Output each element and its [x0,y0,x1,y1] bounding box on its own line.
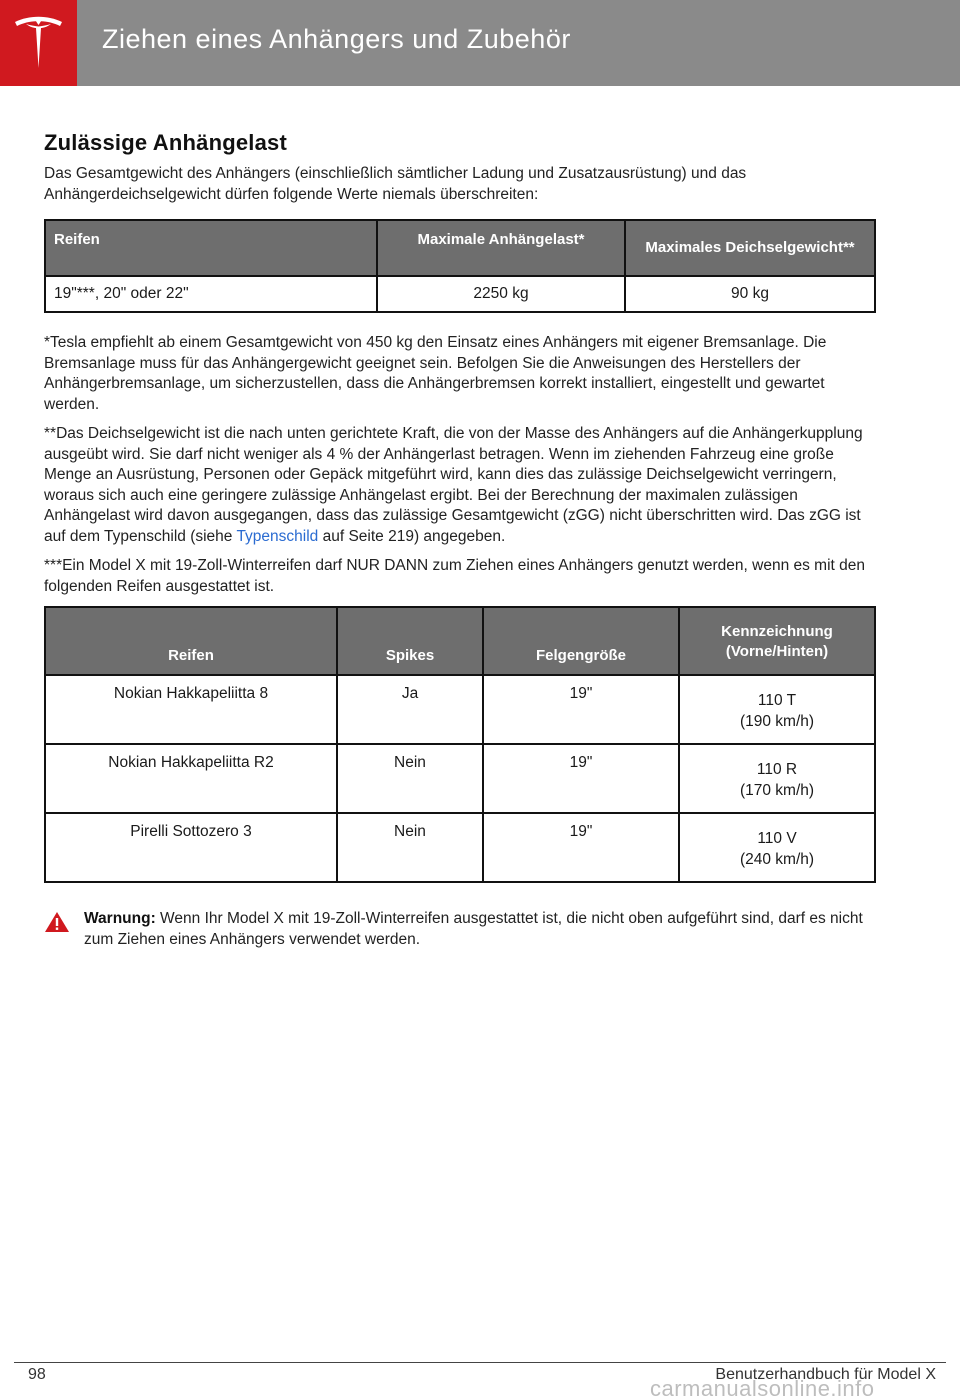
footer-divider [14,1362,946,1363]
page-header-title: Ziehen eines Anhängers und Zubehör [102,24,571,54]
tesla-logo-icon [11,14,66,70]
warning-text [84,909,874,950]
kennzeichnung-line-1: Kennzeichnung [721,623,833,640]
cell-kz-load: 110 R [756,761,798,778]
footnote-1: *Tesla empfiehlt ab einem Gesamtgewicht von 450 kg den Einsatz eines Anhängers mit eigener Bremsanlage. Die Bremsanlage muss für das Anhängergewicht geeignet sein. Befolgen Sie die Anweisungen des Herstellers der Anhängerbremsanlage, um sicherzustellen, dass die Anhängerbremsen korrekt installiert, eingestellt und gewartet werden. [44,334,827,413]
cell-reifen: 19"***, 20" oder 22" [45,276,377,312]
table-row [45,675,875,744]
winter-tire-table [44,606,876,883]
footnote-2 [44,424,874,547]
cell-spikes: Nein [337,813,483,882]
col-header-max-load: Maximale Anhängelast* [377,220,625,276]
cell-kennzeichnung [679,744,875,813]
intro-paragraph: Das Gesamtgewicht des Anhängers (einschließlich sämtlicher Ladung und Zusatzausrüstung) und das Anhängerdeichselgewicht dürfen folgende Werte niemals überschreiten: [44,165,747,203]
cell-kennzeichnung [679,675,875,744]
cell-kz-load: 110 T [757,692,797,709]
table-header-row [45,607,875,675]
cell-max-load: 2250 kg [377,276,625,312]
cell-kz-speed: (240 km/h) [739,851,815,868]
cell-max-tongue: 90 kg [625,276,875,312]
cell-spikes: Nein [337,744,483,813]
cell-reifen: Nokian Hakkapeliitta R2 [45,744,337,813]
towing-load-table [44,219,876,313]
cell-kz-load: 110 V [757,830,797,847]
table-row [45,744,875,813]
cell-felgen: 19" [483,675,679,744]
cell-reifen: Nokian Hakkapeliitta 8 [45,675,337,744]
warning-triangle-icon [44,911,70,933]
col-header-reifen: Reifen [45,607,337,675]
page-number: 98 [28,1366,46,1383]
footnote-2-tail: auf Seite 219) angegeben. [318,527,506,545]
kennzeichnung-line-2: (Vorne/Hinten) [725,643,829,660]
col-header-max-tongue: Maximales Deichselgewicht** [625,220,875,276]
logo-box [0,0,77,86]
col-header-kennzeichnung [679,607,875,675]
col-header-felgen: Felgengröße [483,607,679,675]
page-header [0,0,960,86]
cell-felgen: 19" [483,744,679,813]
section-title: Zulässige Anhängelast [44,130,287,155]
table-row [45,813,875,882]
col-header-spikes: Spikes [337,607,483,675]
cell-kennzeichnung [679,813,875,882]
warning-box [44,909,874,950]
warning-label: Warnung: [84,910,156,927]
footnote-2-text: **Das Deichselgewicht ist die nach unten gerichtete Kraft, die von der Masse des Anhängers auf die Anhängerkupplung ausgeübt wird. Sie darf nicht weniger als 4 % der Anhängerlast betragen. Wenn im ziehenden Fahrzeug eine große Menge an Ausrüstung, Personen oder Gepäck mitgeführt wird, kann dies das zulässige Deichselgewicht verringern, woraus sich auch eine geringere zulässige Anhängelast ergibt. Bei der Berechnung der maximalen zulässigen Anhängelast wird davon ausgegangen, dass das zulässige Gesamtgewicht (zGG) nicht überschritten wird. Das zGG ist auf dem Typenschild (siehe [44,425,863,545]
typenschild-link[interactable]: Typenschild [236,527,319,545]
cell-spikes: Ja [337,675,483,744]
warning-body: Wenn Ihr Model X mit 19-Zoll-Winterreifen ausgestattet ist, die nicht oben aufgeführt sind, darf es nicht zum Ziehen eines Anhängers verwendet werden. [84,910,863,948]
main-content [44,130,874,950]
footer-title: Benutzerhandbuch für Model X [715,1366,936,1383]
cell-reifen: Pirelli Sottozero 3 [45,813,337,882]
footnote-3: ***Ein Model X mit 19-Zoll-Winterreifen darf NUR DANN zum Ziehen eines Anhängers genutzt werden, wenn es mit den folgenden Reifen ausgestattet ist. [44,557,866,595]
table-row [45,276,875,312]
table-header-row [45,220,875,276]
cell-felgen: 19" [483,813,679,882]
watermark: carmanualsonline.info [650,1376,875,1396]
cell-kz-speed: (170 km/h) [739,782,815,799]
col-header-reifen: Reifen [45,220,377,276]
cell-kz-speed: (190 km/h) [739,713,815,730]
